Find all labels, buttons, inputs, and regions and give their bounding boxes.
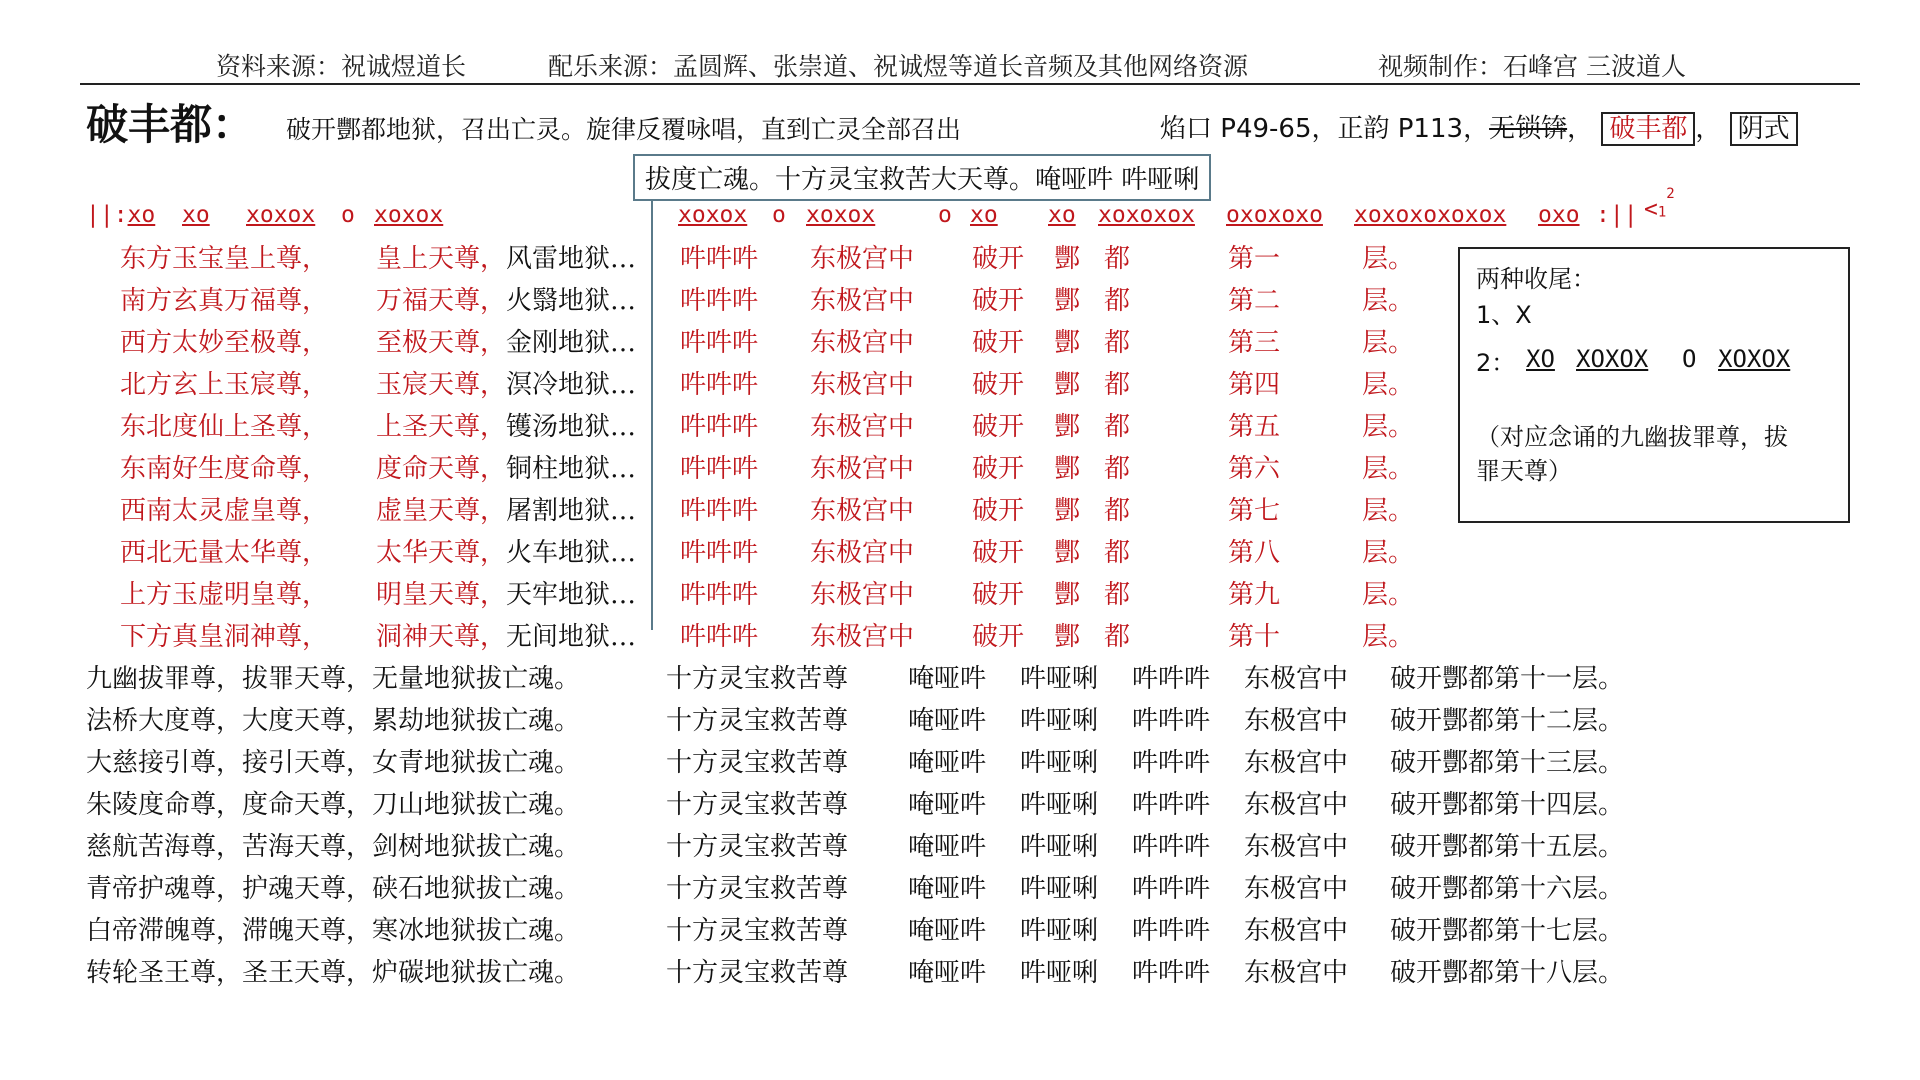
verse-cell: 吽吽吽 [1132,664,1211,694]
verse-cell: 都 [1104,412,1131,442]
verse-cell: 唵哑吽 [908,958,987,988]
ending-option-2-cell: XOXOX [1718,345,1791,373]
verse-cell: 吽吽吽 [680,244,759,274]
verse-cell: 吽吽吽 [1132,958,1211,988]
verse-cell: 破开酆都第十四层。 [1390,790,1625,820]
verse-cell: 吽吽吽 [680,412,759,442]
verse-cell: 破开 [972,286,1025,316]
verse-cell: 破开 [972,622,1025,652]
verse-cell: 吽哑唎 [1020,706,1099,736]
verse-cell: 破开 [972,538,1025,568]
verse-cell: 吽哑唎 [1020,874,1099,904]
verse-cell: 东北度仙上圣尊， [120,412,329,442]
verse-cell: 层。 [1362,496,1415,526]
ref-mode-boxed: 阴式 [1730,112,1798,146]
verse-cell: 十方灵宝救苦尊 [666,874,849,904]
ending-note-line-2: 罪天尊） [1476,457,1572,485]
verse-cell: 吽哑唎 [1020,958,1099,988]
verse-cell: 唵哑吽 [908,706,987,736]
verse-cell: 东极宫中 [1244,748,1349,778]
verse-cell: 唵哑吽 [908,748,987,778]
rhythm-cell: xoxox [374,202,444,228]
verse-cell: 十方灵宝救苦尊 [666,916,849,946]
verse-cell: 破开 [972,580,1025,610]
verse-cell: 北方玄上玉宸尊， [120,370,329,400]
verse-cell: 十方灵宝救苦尊 [666,832,849,862]
verse-cell: 南方玄真万福尊， [120,286,329,316]
verse-cell: 都 [1104,496,1131,526]
verse-cell: 东方玉宝皇上尊， [120,244,329,274]
verse-cell: 吽吽吽 [1132,916,1211,946]
verse-cell: 至极天尊， [376,328,507,358]
verse-cell: 第七 [1228,496,1281,526]
verse-cell: 东极宫中 [810,244,915,274]
rhythm-cell: o [772,202,786,228]
ref-sep: ， [1567,114,1594,144]
verse-cell: 上圣天尊， [376,412,507,442]
verse-cell: 白帝滞魄尊，滞魄天尊，寒冰地狱拔亡魂。 [86,916,581,946]
verse-cell: 东极宫中 [810,328,915,358]
verse-cell: 酆 [1054,580,1081,610]
verse-cell: 都 [1104,538,1131,568]
verse-cell: 朱陵度命尊，度命天尊，刀山地狱拔亡魂。 [86,790,581,820]
verse-cell: 东极宫中 [1244,664,1349,694]
verse-cell: 层。 [1362,412,1415,442]
breath-mark: $<1^2$ [1644,186,1675,223]
verse-cell: 吽吽吽 [680,580,759,610]
rhythm-cell: o [341,202,355,228]
verse-cell: 层。 [1362,286,1415,316]
verse-cell: 溟冷地狱… [506,370,637,400]
verse-cell: 破开 [972,412,1025,442]
verse-cell: 破开酆都第十一层。 [1390,664,1625,694]
verse-cell: 第五 [1228,412,1281,442]
verse-cell: 铜柱地狱… [506,454,637,484]
verse-cell: 金刚地狱… [506,328,637,358]
verse-cell: 酆 [1054,286,1081,316]
verse-cell: 东极宫中 [810,454,915,484]
verse-cell: 东极宫中 [810,538,915,568]
verse-cell: 西南太灵虚皇尊， [120,496,329,526]
verse-cell: 都 [1104,328,1131,358]
verse-cell: 虚皇天尊， [376,496,507,526]
verse-cell: 层。 [1362,622,1415,652]
verse-cell: 唵哑吽 [908,790,987,820]
ref-current-boxed: 破丰都 [1601,112,1695,146]
verse-cell: 第十 [1228,622,1281,652]
verse-cell: 十方灵宝救苦尊 [666,664,849,694]
verse-cell: 法桥大度尊，大度天尊，累劫地狱拔亡魂。 [86,706,581,736]
verse-cell: 吽哑唎 [1020,790,1099,820]
verse-cell: 吽吽吽 [680,454,759,484]
callout-connector [651,200,653,630]
verse-cell: 吽吽吽 [680,622,759,652]
verse-cell: 吽吽吽 [1132,706,1211,736]
verse-cell: 酆 [1054,496,1081,526]
verse-cell: 无间地狱… [506,622,637,652]
source-credit: 资料来源：祝诚煜道长 [216,52,467,81]
callout-box: 拔度亡魂。十方灵宝救苦大天尊。唵哑吽 吽哑唎 [633,154,1211,201]
verse-cell: 东极宫中 [810,370,915,400]
verse-cell: 破开酆都第十五层。 [1390,832,1625,862]
rhythm-cell: xo [970,202,998,228]
rhythm-cell: xo [182,202,210,228]
ending-option-2-cell: XOXOX [1576,345,1649,373]
verse-cell: 天牢地狱… [506,580,637,610]
verse-cell: 吽吽吽 [680,370,759,400]
ending-options-box [1458,247,1850,523]
verse-cell: 破开 [972,328,1025,358]
verse-cell: 酆 [1054,538,1081,568]
verse-cell: 酆 [1054,412,1081,442]
verse-cell: 破开酆都第十七层。 [1390,916,1625,946]
verse-cell: 唵哑吽 [908,832,987,862]
verse-cell: 酆 [1054,454,1081,484]
verse-cell: 东极宫中 [1244,874,1349,904]
verse-cell: 层。 [1362,538,1415,568]
verse-cell: 破开 [972,244,1025,274]
verse-cell: 东极宫中 [810,580,915,610]
verse-cell: 东极宫中 [810,286,915,316]
rhythm-cell: xoxoxoxoxox [1354,202,1507,228]
verse-cell: 酆 [1054,622,1081,652]
verse-cell: 火车地狱… [506,538,637,568]
verse-cell: 风雷地狱… [506,244,637,274]
verse-cell: 玉宸天尊， [376,370,507,400]
verse-cell: 第九 [1228,580,1281,610]
rhythm-cell: xoxox [246,202,316,228]
verse-cell: 第一 [1228,244,1281,274]
rhythm-cell: xoxoxox [1098,202,1195,228]
verse-cell: 吽哑唎 [1020,916,1099,946]
verse-cell: 太华天尊， [376,538,507,568]
verse-cell: 西方太妙至极尊， [120,328,329,358]
verse-cell: 都 [1104,454,1131,484]
verse-cell: 层。 [1362,244,1415,274]
verse-cell: 洞神天尊， [376,622,507,652]
verse-cell: 上方玉虚明皇尊， [120,580,329,610]
verse-cell: 慈航苦海尊，苦海天尊，剑树地狱拔亡魂。 [86,832,581,862]
verse-cell: 青帝护魂尊，护魂天尊，硖石地狱拔亡魂。 [86,874,581,904]
description: 破开酆都地狱，召出亡灵。旋律反覆咏唱，直到亡灵全部召出 [286,115,962,144]
verse-cell: 都 [1104,622,1131,652]
verse-cell: 破开酆都第十六层。 [1390,874,1625,904]
verse-cell: 吽吽吽 [680,496,759,526]
verse-cell: 酆 [1054,328,1081,358]
verse-cell: 破开酆都第十二层。 [1390,706,1625,736]
verse-cell: 九幽拔罪尊，拔罪天尊，无量地狱拔亡魂。 [86,664,581,694]
ending-option-2-label: 2： [1476,349,1516,377]
verse-cell: 破开 [972,454,1025,484]
verse-cell: 东极宫中 [810,496,915,526]
verse-cell: 屠割地狱… [506,496,637,526]
verse-cell: 东极宫中 [1244,958,1349,988]
ref-pages: 焰口 P49-65，正韵 P113， [1160,114,1490,144]
repeat-start: ||: [86,202,128,228]
verse-cell: 东极宫中 [1244,790,1349,820]
rhythm-cell: xoxox [678,202,748,228]
rhythm-cell: oxo [1538,202,1580,228]
references [1160,108,1798,145]
verse-cell: 吽哑唎 [1020,748,1099,778]
verse-cell: 吽吽吽 [680,328,759,358]
ref-struck: 无锁锛 [1489,114,1568,144]
verse-cell: 万福天尊， [376,286,507,316]
verse-cell: 十方灵宝救苦尊 [666,706,849,736]
verse-cell: 吽吽吽 [1132,832,1211,862]
verse-cell: 层。 [1362,580,1415,610]
verse-cell: 第四 [1228,370,1281,400]
verse-cell: 第八 [1228,538,1281,568]
verse-cell: 吽吽吽 [1132,790,1211,820]
rhythm-cell: oxoxoxo [1226,202,1323,228]
verse-cell: 吽哑唎 [1020,832,1099,862]
verse-cell: 破开酆都第十八层。 [1390,958,1625,988]
verse-cell: 破开 [972,370,1025,400]
verse-cell: 皇上天尊， [376,244,507,274]
verse-cell: 东极宫中 [1244,916,1349,946]
verse-cell: 第三 [1228,328,1281,358]
ending-note-line-1: （对应念诵的九幽拔罪尊，拔 [1476,423,1788,451]
verse-cell: 第六 [1228,454,1281,484]
verse-cell: 吽哑唎 [1020,664,1099,694]
verse-cell: 镬汤地狱… [506,412,637,442]
page-title: 破丰都： [86,100,255,149]
rhythm-cell: xo [1048,202,1076,228]
verse-cell: 破开酆都第十三层。 [1390,748,1625,778]
rhythm-cell: xoxox [806,202,876,228]
verse-cell: 十方灵宝救苦尊 [666,748,849,778]
verse-cell: 东极宫中 [810,622,915,652]
repeat-end: :|| [1596,202,1638,228]
verse-cell: 层。 [1362,370,1415,400]
verse-cell: 都 [1104,244,1131,274]
verse-cell: 都 [1104,286,1131,316]
verse-cell: 东极宫中 [1244,832,1349,862]
verse-cell: 十方灵宝救苦尊 [666,958,849,988]
verse-cell: 度命天尊， [376,454,507,484]
header-divider [80,83,1860,85]
verse-cell: 东南好生度命尊， [120,454,329,484]
verse-cell: 唵哑吽 [908,874,987,904]
verse-cell: 下方真皇洞神尊， [120,622,329,652]
verse-cell: 第二 [1228,286,1281,316]
verse-cell: 层。 [1362,328,1415,358]
music-credit: 配乐来源：孟圆辉、张崇道、祝诚煜等道长音频及其他网络资源 [548,52,1249,81]
verse-cell: 十方灵宝救苦尊 [666,790,849,820]
verse-cell: 唵哑吽 [908,664,987,694]
verse-cell: 层。 [1362,454,1415,484]
verse-cell: 都 [1104,370,1131,400]
verse-cell: 转轮圣王尊，圣王天尊，炉碳地狱拔亡魂。 [86,958,581,988]
rhythm-cell: xo [127,202,156,228]
video-credit: 视频制作：石峰宫 三波道人 [1378,52,1686,81]
verse-cell: 东极宫中 [1244,706,1349,736]
verse-cell: 明皇天尊， [376,580,507,610]
ending-option-2-cell: O [1682,345,1697,373]
rhythm-cell: o [938,202,952,228]
verse-cell: 酆 [1054,370,1081,400]
verse-cell: 吽吽吽 [680,286,759,316]
verse-cell: 酆 [1054,244,1081,274]
verse-cell: 吽吽吽 [1132,874,1211,904]
ending-title: 两种收尾： [1476,265,1596,293]
ending-option-1: 1、X [1476,301,1532,329]
verse-cell: 吽吽吽 [1132,748,1211,778]
ref-sep: ， [1695,114,1722,144]
rhythm-notation [86,202,155,228]
verse-cell: 都 [1104,580,1131,610]
verse-cell: 西北无量太华尊， [120,538,329,568]
verse-cell: 吽吽吽 [680,538,759,568]
verse-cell: 东极宫中 [810,412,915,442]
ending-option-2-cell: XO [1526,345,1555,373]
verse-cell: 唵哑吽 [908,916,987,946]
verse-cell: 大慈接引尊，接引天尊，女青地狱拔亡魂。 [86,748,581,778]
verse-cell: 破开 [972,496,1025,526]
verse-cell: 火翳地狱… [506,286,637,316]
